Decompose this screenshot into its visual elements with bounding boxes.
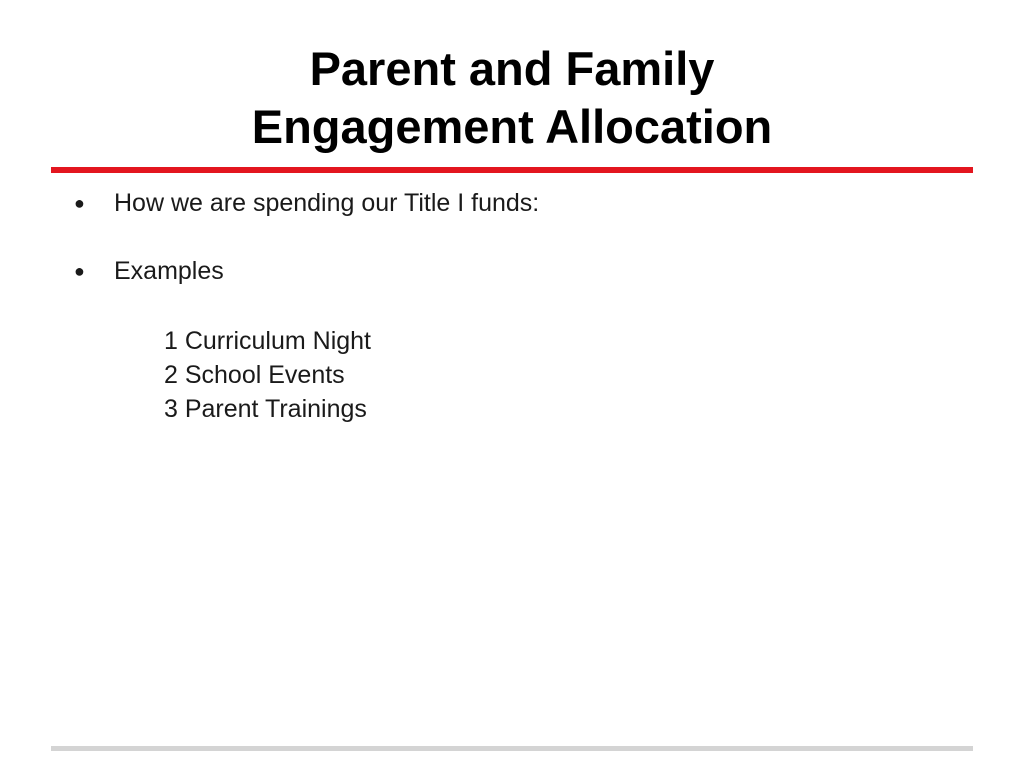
example-item: 3 Parent Trainings [164, 395, 367, 423]
examples-list [164, 324, 371, 426]
slide-title-line-2: Engagement Allocation [251, 100, 773, 153]
bullet-text: How we are spending our Title I funds: [114, 189, 540, 217]
slide-title-line-1: Parent and Family [309, 42, 715, 95]
bullet-text: Examples [114, 257, 224, 285]
slide-title [0, 40, 1024, 156]
bullet-icon: ● [74, 261, 85, 281]
example-item: 2 School Events [164, 361, 345, 389]
footer-divider [51, 746, 973, 751]
bullet-icon: ● [74, 193, 85, 213]
title-divider [51, 167, 973, 173]
example-item: 1 Curriculum Night [164, 327, 372, 355]
